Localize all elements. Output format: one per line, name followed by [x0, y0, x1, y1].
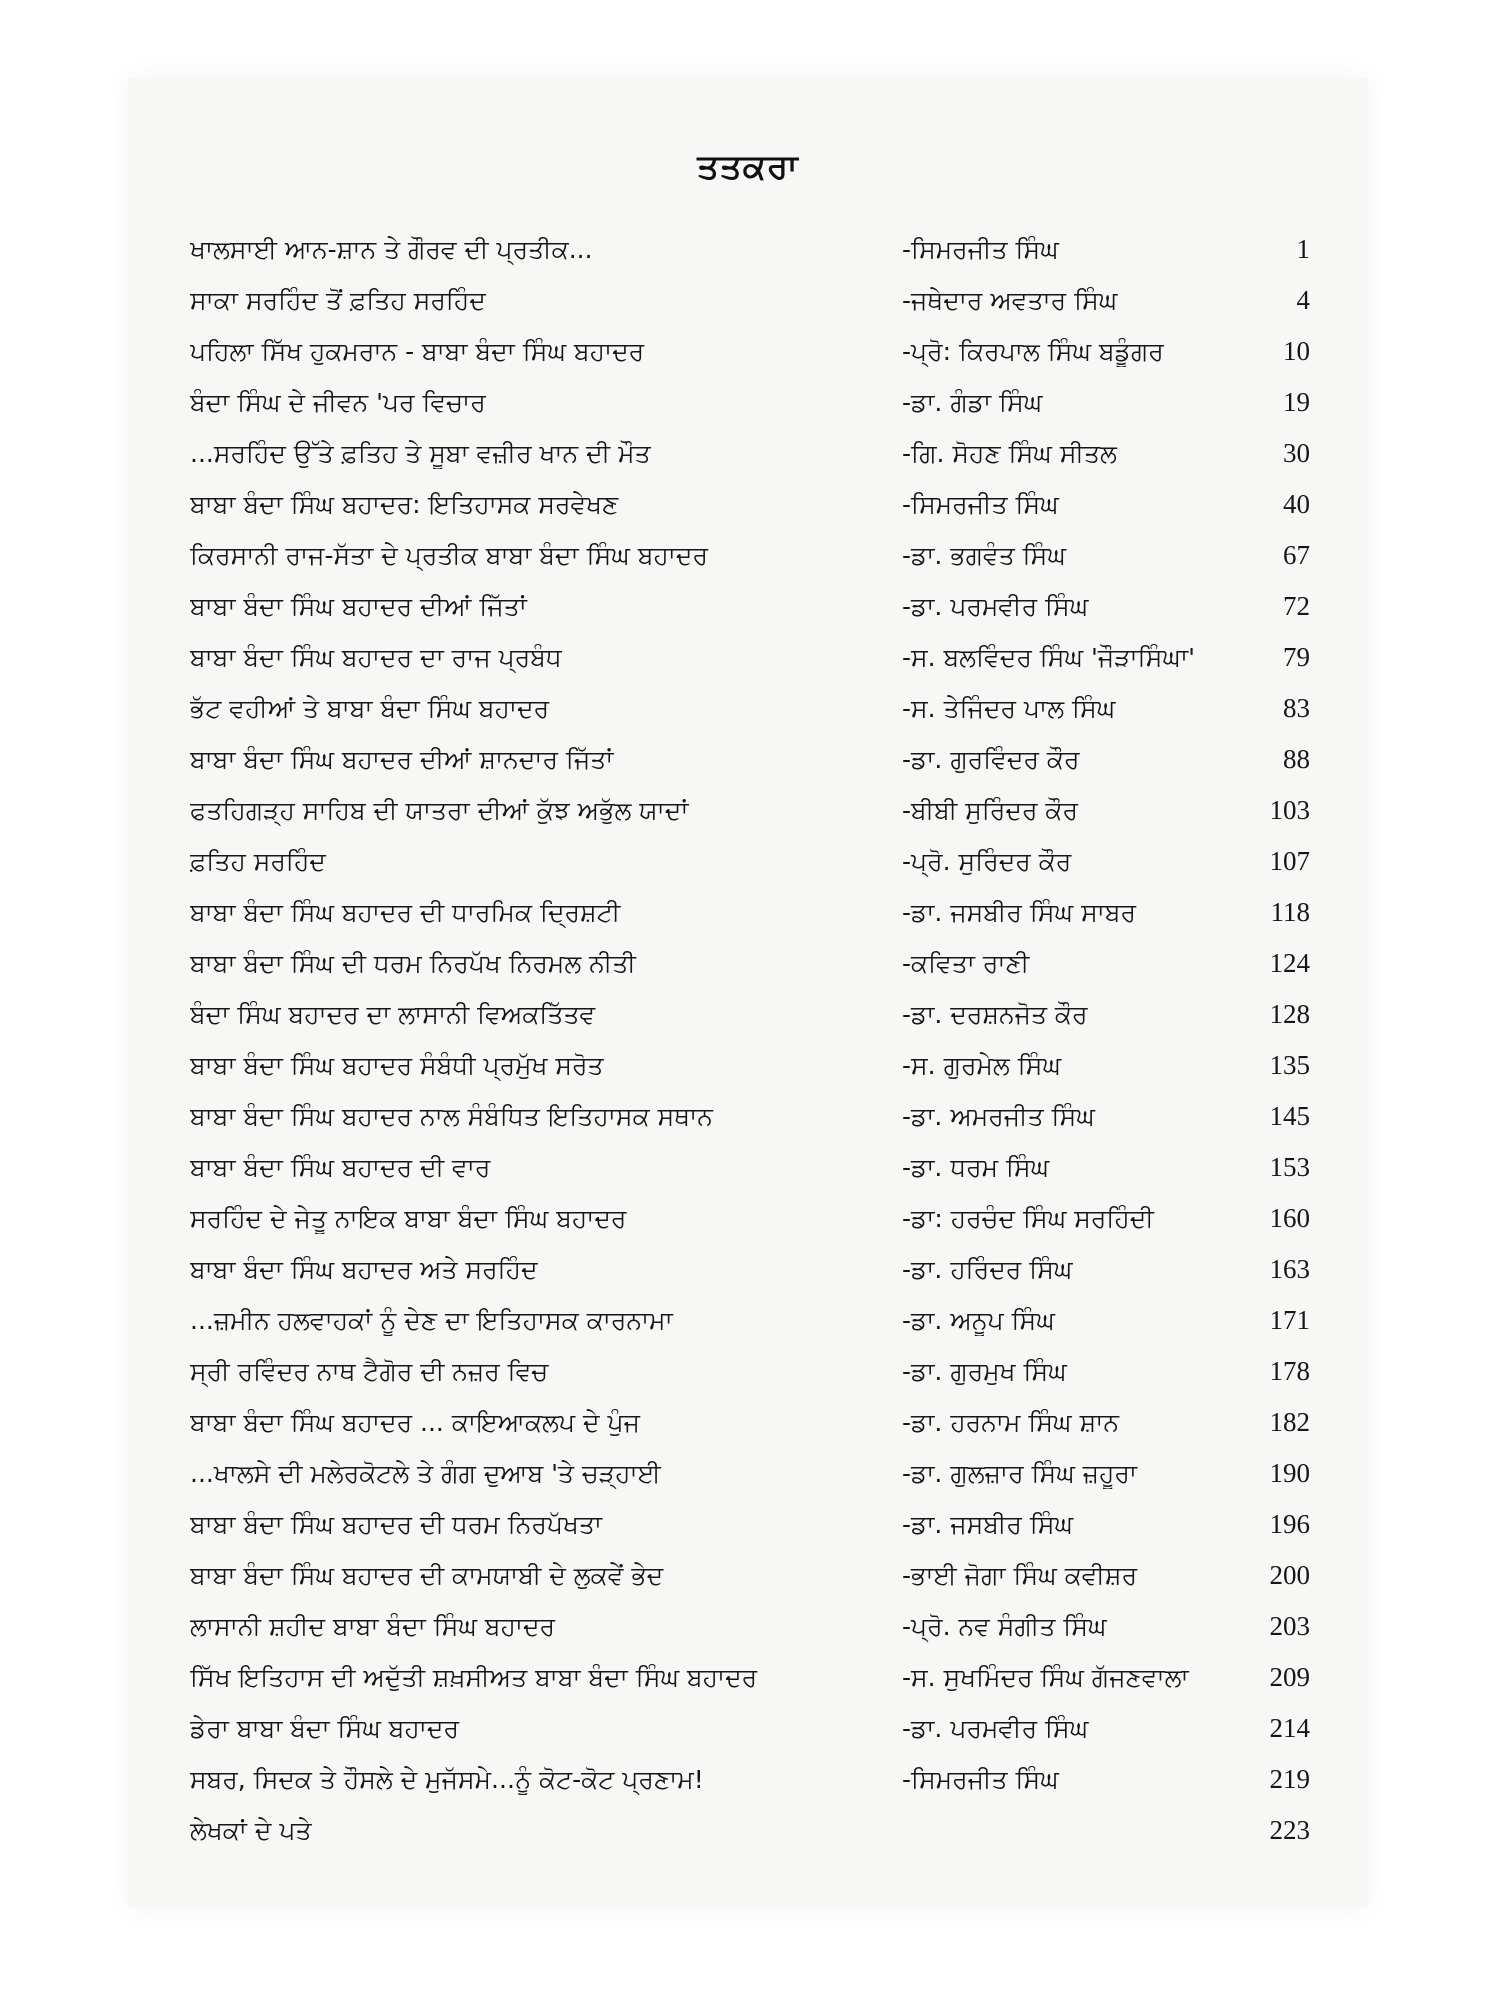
- toc-entry: [190, 224, 1310, 275]
- toc-entry: [190, 479, 1310, 530]
- entry-page-number: 219: [1269, 1764, 1310, 1794]
- entry-title: ਬਾਬਾ ਬੰਦਾ ਸਿੰਘ ਬਹਾਦਰ ਦੀਆਂ ਜਿੱਤਾਂ: [190, 591, 527, 621]
- entry-page-number: 118: [1270, 897, 1310, 927]
- entry-title: ਬਾਬਾ ਬੰਦਾ ਸਿੰਘ ਬਹਾਦਰ ਦੀ ਧਾਰਮਿਕ ਦ੍ਰਿਸ਼ਟੀ: [190, 897, 621, 927]
- entry-title: ਬਾਬਾ ਬੰਦਾ ਸਿੰਘ ਦੀ ਧਰਮ ਨਿਰਪੱਖ ਨਿਰਮਲ ਨੀਤੀ: [190, 948, 636, 978]
- entry-page-number: 107: [1269, 846, 1310, 876]
- entry-page-number: 190: [1269, 1458, 1310, 1488]
- entry-title: ਬਾਬਾ ਬੰਦਾ ਸਿੰਘ ਬਹਾਦਰ ਦੀ ਵਾਰ: [190, 1152, 491, 1182]
- entry-title: ...ਸਰਹਿੰਦ ਉੱਤੇ ਫ਼ਤਿਹ ਤੇ ਸੂਬਾ ਵਜ਼ੀਰ ਖਾਨ ਦੀ ਮੌਤ: [190, 438, 651, 468]
- entry-title: ਲਾਸਾਨੀ ਸ਼ਹੀਦ ਬਾਬਾ ਬੰਦਾ ਸਿੰਘ ਬਹਾਦਰ: [190, 1611, 556, 1641]
- toc-entry: [190, 1805, 1310, 1856]
- entry-page-number: 4: [1296, 285, 1310, 315]
- entry-author: -ਡਾ. ਭਗਵੰਤ ਸਿੰਘ: [902, 540, 1066, 570]
- entry-title: ਬਾਬਾ ਬੰਦਾ ਸਿੰਘ ਬਹਾਦਰ ਦੀ ਕਾਮਯਾਬੀ ਦੇ ਲੁਕਵੇਂ ਭੇਦ: [190, 1560, 664, 1590]
- entry-title: ਸ੍ਰੀ ਰਵਿੰਦਰ ਨਾਥ ਟੈਗੋਰ ਦੀ ਨਜ਼ਰ ਵਿਚ: [190, 1356, 549, 1386]
- entry-page-number: 79: [1283, 642, 1310, 672]
- entry-page-number: 40: [1283, 489, 1310, 519]
- entry-author: -ਡਾ. ਦਰਸ਼ਨਜੋਤ ਕੌਰ: [902, 999, 1088, 1029]
- entry-author: -ਡਾ. ਅਨੂਪ ਸਿੰਘ: [902, 1305, 1055, 1335]
- entry-page-number: 30: [1283, 438, 1310, 468]
- entry-page-number: 83: [1283, 693, 1310, 723]
- toc-entry: [190, 887, 1310, 938]
- entry-author: -ਸ. ਬਲਵਿੰਦਰ ਸਿੰਘ 'ਜੌੜਾਸਿੰਘਾ': [902, 642, 1196, 672]
- toc-entry: [190, 632, 1310, 683]
- entry-page-number: 67: [1283, 540, 1310, 570]
- toc-entry: [190, 1601, 1310, 1652]
- toc-entry: [190, 683, 1310, 734]
- entry-title: ਸਬਰ, ਸਿਦਕ ਤੇ ਹੌਸਲੇ ਦੇ ਮੁਜੱਸਮੇ...ਨੂੰ ਕੋਟ-ਕੋਟ ਪ੍ਰਣਾਮ!: [190, 1764, 704, 1794]
- entry-author: -ਡਾ. ਹਰਨਾਮ ਸਿੰਘ ਸ਼ਾਨ: [902, 1407, 1120, 1437]
- entry-page-number: 196: [1269, 1509, 1310, 1539]
- toc-entry: [190, 989, 1310, 1040]
- entry-page-number: 171: [1269, 1305, 1310, 1335]
- entry-title: ਸਿੱਖ ਇਤਿਹਾਸ ਦੀ ਅਦੁੱਤੀ ਸ਼ਖ਼ਸੀਅਤ ਬਾਬਾ ਬੰਦਾ ਸਿੰਘ ਬਹਾਦਰ: [190, 1662, 758, 1692]
- toc-entry: [190, 326, 1310, 377]
- entry-title: ਖਾਲਸਾਈ ਆਨ-ਸ਼ਾਨ ਤੇ ਗੌਰਵ ਦੀ ਪ੍ਰਤੀਕ...: [190, 234, 593, 264]
- entry-author: -ਡਾ: ਹਰਚੰਦ ਸਿੰਘ ਸਰਹਿੰਦੀ: [902, 1203, 1154, 1233]
- entry-author: -ਡਾ. ਅਮਰਜੀਤ ਸਿੰਘ: [902, 1101, 1095, 1131]
- entry-page-number: 72: [1283, 591, 1310, 621]
- entry-author: -ਡਾ. ਗੁਲਜ਼ਾਰ ਸਿੰਘ ਜ਼ਹੂਰਾ: [902, 1458, 1138, 1488]
- entry-title: ਪਹਿਲਾ ਸਿੱਖ ਹੁਕਮਰਾਨ - ਬਾਬਾ ਬੰਦਾ ਸਿੰਘ ਬਹਾਦਰ: [190, 336, 645, 366]
- entry-page-number: 182: [1269, 1407, 1310, 1437]
- entry-author: -ਭਾਈ ਜੋਗਾ ਸਿੰਘ ਕਵੀਸ਼ਰ: [902, 1560, 1138, 1590]
- toc-entry: [190, 938, 1310, 989]
- entry-title: ਬਾਬਾ ਬੰਦਾ ਸਿੰਘ ਬਹਾਦਰ: ਇਤਿਹਾਸਕ ਸਰਵੇਖਣ: [190, 489, 619, 519]
- entry-author: -ਗਿ. ਸੋਹਣ ਸਿੰਘ ਸੀਤਲ: [902, 438, 1117, 468]
- entry-author: -ਡਾ. ਗੁਰਵਿੰਦਰ ਕੌਰ: [902, 744, 1080, 774]
- toc-entry: [190, 1550, 1310, 1601]
- entry-page-number: 223: [1269, 1815, 1310, 1845]
- entry-title: ਫਤਹਿਗੜ੍ਹ ਸਾਹਿਬ ਦੀ ਯਾਤਰਾ ਦੀਆਂ ਕੁੱਝ ਅਭੁੱਲ ਯਾਦਾਂ: [190, 795, 689, 825]
- toc-entry: [190, 1397, 1310, 1448]
- entry-page-number: 10: [1283, 336, 1310, 366]
- entry-title: ...ਖਾਲਸੇ ਦੀ ਮਲੇਰਕੋਟਲੇ ਤੇ ਗੰਗ ਦੁਆਬ 'ਤੇ ਚੜ੍ਹਾਈ: [190, 1458, 661, 1488]
- entry-author: -ਡਾ. ਜਸਬੀਰ ਸਿੰਘ ਸਾਬਰ: [902, 897, 1137, 927]
- entry-title: ਡੇਰਾ ਬਾਬਾ ਬੰਦਾ ਸਿੰਘ ਬਹਾਦਰ: [190, 1713, 459, 1743]
- entry-page-number: 209: [1269, 1662, 1310, 1692]
- entry-author: -ਪ੍ਰੋ. ਸੁਰਿੰਦਰ ਕੌਰ: [902, 846, 1072, 876]
- entry-author: -ਸ. ਤੇਜਿੰਦਰ ਪਾਲ ਸਿੰਘ: [902, 693, 1116, 723]
- toc-entry: [190, 581, 1310, 632]
- entry-author: -ਡਾ. ਹਰਿੰਦਰ ਸਿੰਘ: [902, 1254, 1073, 1284]
- toc-entry: [190, 1754, 1310, 1805]
- entry-title: ਬੰਦਾ ਸਿੰਘ ਬਹਾਦਰ ਦਾ ਲਾਸਾਨੀ ਵਿਅਕਤਿੱਤਵ: [190, 999, 596, 1029]
- toc-entry: [190, 1040, 1310, 1091]
- toc-entry: [190, 377, 1310, 428]
- entry-page-number: 160: [1269, 1203, 1310, 1233]
- toc-entry: [190, 785, 1310, 836]
- entry-page-number: 19: [1283, 387, 1310, 417]
- entry-author: -ਸਿਮਰਜੀਤ ਸਿੰਘ: [902, 489, 1059, 519]
- toc-entry: [190, 1142, 1310, 1193]
- entry-title: ਬਾਬਾ ਬੰਦਾ ਸਿੰਘ ਬਹਾਦਰ ਦੀ ਧਰਮ ਨਿਰਪੱਖਤਾ: [190, 1509, 603, 1539]
- entry-page-number: 135: [1269, 1050, 1310, 1080]
- toc-entry: [190, 1244, 1310, 1295]
- entry-author: -ਡਾ. ਗੁਰਮੁਖ ਸਿੰਘ: [902, 1356, 1067, 1386]
- toc-entry: [190, 428, 1310, 479]
- entry-title: ਬਾਬਾ ਬੰਦਾ ਸਿੰਘ ਬਹਾਦਰ ਅਤੇ ਸਰਹਿੰਦ: [190, 1254, 538, 1284]
- entry-page-number: 145: [1269, 1101, 1310, 1131]
- toc-entry: [190, 734, 1310, 785]
- page-title: ਤਤਕਰਾ: [697, 146, 799, 187]
- entry-page-number: 163: [1269, 1254, 1310, 1284]
- entry-author: -ਡਾ. ਧਰਮ ਸਿੰਘ: [902, 1152, 1050, 1182]
- toc-entry: [190, 1499, 1310, 1550]
- toc-entry: [190, 530, 1310, 581]
- toc-entry: [190, 1346, 1310, 1397]
- entry-author: -ਡਾ. ਗੰਡਾ ਸਿੰਘ: [902, 387, 1043, 417]
- entry-title: ਬਾਬਾ ਬੰਦਾ ਸਿੰਘ ਬਹਾਦਰ ਦਾ ਰਾਜ ਪ੍ਰਬੰਧ: [190, 642, 562, 672]
- entry-title: ਸਰਹਿੰਦ ਦੇ ਜੇਤੂ ਨਾਇਕ ਬਾਬਾ ਬੰਦਾ ਸਿੰਘ ਬਹਾਦਰ: [190, 1203, 627, 1233]
- entry-author: -ਪ੍ਰੋ: ਕਿਰਪਾਲ ਸਿੰਘ ਬਡੂੰਗਰ: [902, 336, 1164, 366]
- entry-author: -ਸ. ਸੁਖਮਿੰਦਰ ਸਿੰਘ ਗੱਜਣਵਾਲਾ: [902, 1662, 1189, 1692]
- entry-title: ਬਾਬਾ ਬੰਦਾ ਸਿੰਘ ਬਹਾਦਰ ਨਾਲ ਸੰਬੰਧਿਤ ਇਤਿਹਾਸਕ ਸਥਾਨ: [190, 1101, 713, 1131]
- toc-entry: [190, 1091, 1310, 1142]
- entry-author: -ਬੀਬੀ ਸੁਰਿੰਦਰ ਕੌਰ: [902, 795, 1078, 825]
- entry-author: -ਡਾ. ਜਸਬੀਰ ਸਿੰਘ: [902, 1509, 1074, 1539]
- entry-page-number: 103: [1269, 795, 1310, 825]
- entry-page-number: 1: [1296, 234, 1310, 264]
- toc-entry: [190, 1703, 1310, 1754]
- entry-title: ਫ਼ਤਿਹ ਸਰਹਿੰਦ: [190, 846, 326, 876]
- entry-author: -ਸਿਮਰਜੀਤ ਸਿੰਘ: [902, 1764, 1059, 1794]
- entry-author: -ਕਵਿਤਾ ਰਾਣੀ: [902, 948, 1030, 978]
- entry-page-number: 203: [1269, 1611, 1310, 1641]
- entry-page-number: 88: [1283, 744, 1310, 774]
- toc-entry: [190, 836, 1310, 887]
- entry-title: ...ਜ਼ਮੀਨ ਹਲਵਾਹਕਾਂ ਨੂੰ ਦੇਣ ਦਾ ਇਤਿਹਾਸਕ ਕਾਰਨਾਮਾ: [190, 1305, 673, 1335]
- entry-page-number: 124: [1269, 948, 1310, 978]
- entry-title: ਬਾਬਾ ਬੰਦਾ ਸਿੰਘ ਬਹਾਦਰ ... ਕਾਇਆਕਲਪ ਦੇ ਪੁੰਜ: [190, 1407, 640, 1437]
- entry-title: ਕਿਰਸਾਨੀ ਰਾਜ-ਸੱਤਾ ਦੇ ਪ੍ਰਤੀਕ ਬਾਬਾ ਬੰਦਾ ਸਿੰਘ ਬਹਾਦਰ: [190, 540, 708, 570]
- entry-author: -ਜਥੇਦਾਰ ਅਵਤਾਰ ਸਿੰਘ: [902, 285, 1118, 315]
- toc-entry: [190, 275, 1310, 326]
- entry-page-number: 214: [1269, 1713, 1310, 1743]
- entry-title: ਲੇਖਕਾਂ ਦੇ ਪਤੇ: [190, 1815, 312, 1845]
- entry-page-number: 200: [1269, 1560, 1310, 1590]
- document-page: [128, 78, 1368, 1908]
- entry-page-number: 178: [1269, 1356, 1310, 1386]
- entry-page-number: 153: [1269, 1152, 1310, 1182]
- toc-entry: [190, 1295, 1310, 1346]
- entry-title: ਬਾਬਾ ਬੰਦਾ ਸਿੰਘ ਬਹਾਦਰ ਸੰਬੰਧੀ ਪ੍ਰਮੁੱਖ ਸਰੋਤ: [190, 1050, 604, 1080]
- table-of-contents: [190, 224, 1310, 1856]
- entry-title: ਭੱਟ ਵਹੀਆਂ ਤੇ ਬਾਬਾ ਬੰਦਾ ਸਿੰਘ ਬਹਾਦਰ: [190, 693, 550, 723]
- toc-entry: [190, 1652, 1310, 1703]
- entry-title: ਬੰਦਾ ਸਿੰਘ ਦੇ ਜੀਵਨ 'ਪਰ ਵਿਚਾਰ: [190, 387, 486, 417]
- toc-entry: [190, 1448, 1310, 1499]
- entry-page-number: 128: [1269, 999, 1310, 1029]
- entry-author: -ਸਿਮਰਜੀਤ ਸਿੰਘ: [902, 234, 1059, 264]
- entry-title: ਬਾਬਾ ਬੰਦਾ ਸਿੰਘ ਬਹਾਦਰ ਦੀਆਂ ਸ਼ਾਨਦਾਰ ਜਿੱਤਾਂ: [190, 744, 614, 774]
- entry-author: -ਡਾ. ਪਰਮਵੀਰ ਸਿੰਘ: [902, 1713, 1089, 1743]
- toc-entry: [190, 1193, 1310, 1244]
- entry-author: -ਡਾ. ਪਰਮਵੀਰ ਸਿੰਘ: [902, 591, 1089, 621]
- entry-title: ਸਾਕਾ ਸਰਹਿੰਦ ਤੋਂ ਫ਼ਤਿਹ ਸਰਹਿੰਦ: [190, 285, 486, 315]
- entry-author: -ਪ੍ਰੋ. ਨਵ ਸੰਗੀਤ ਸਿੰਘ: [902, 1611, 1107, 1641]
- entry-author: -ਸ. ਗੁਰਮੇਲ ਸਿੰਘ: [902, 1050, 1062, 1080]
